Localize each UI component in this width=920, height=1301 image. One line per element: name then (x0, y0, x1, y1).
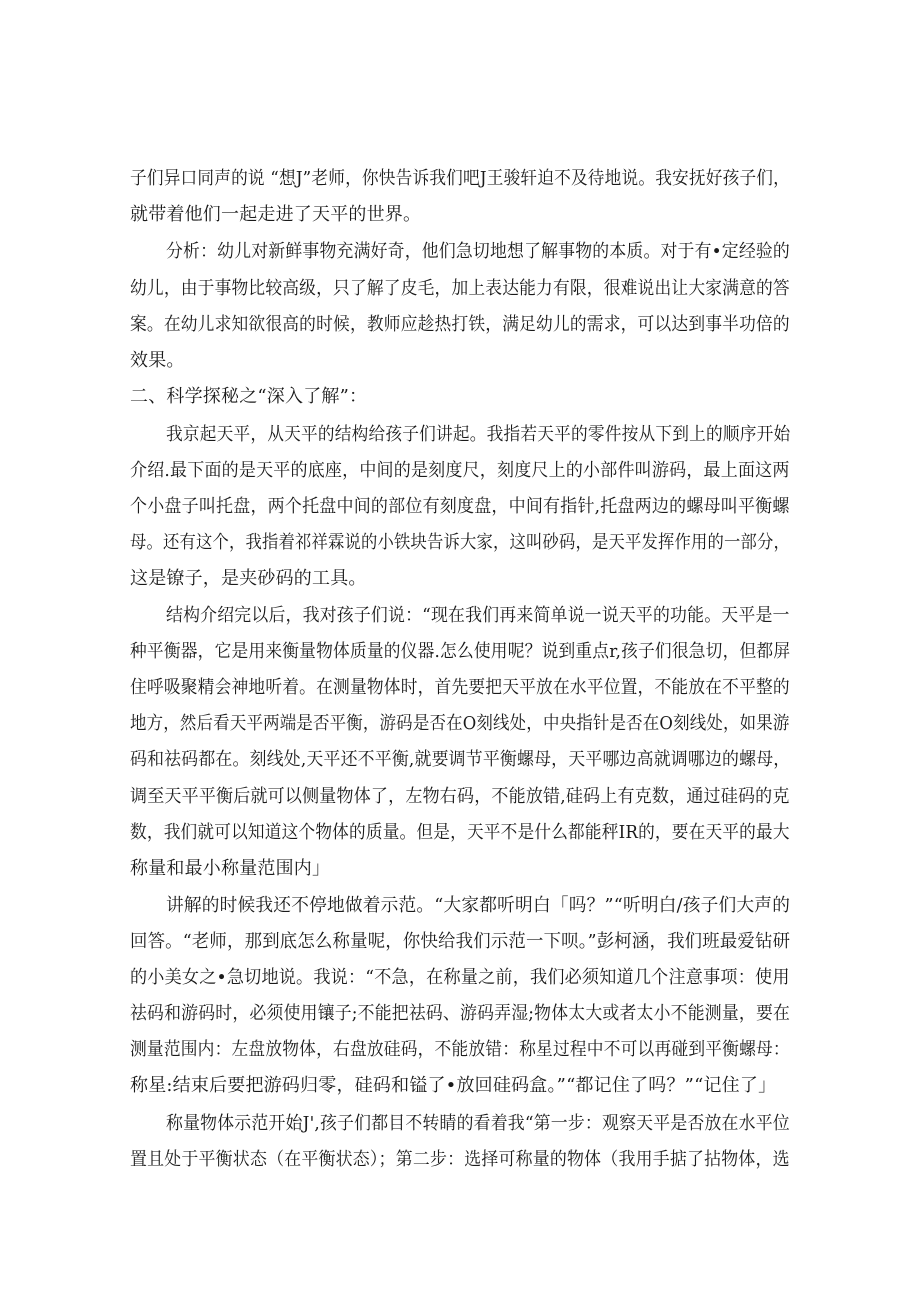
text-line: 效果。 (130, 350, 185, 371)
text-line: 这是镣子，是夹砂码的工具。 (130, 568, 367, 589)
text-line: 祛码和游码时，必须使用镶子;不能把祛码、游码弄湿;物体太大或者太小不能测量，要在 (130, 1003, 791, 1024)
text-line: 测量范围内：左盘放物体，右盘放硅码，不能放错：称星过程中不可以再碰到平衡螺母： (130, 1039, 790, 1060)
text-line: 住呼吸聚精会神地听着。在测量物体时，首先要把天平放在水平位置，不能放在不平整的 (130, 677, 790, 698)
text-line: 就带着他们一起走进了天平的世界。 (130, 204, 422, 225)
text-line: 分析：幼儿对新鲜事物充满好奇，他们急切地想了解事物的本质。对于有•定经验的 (166, 241, 790, 262)
text-line: 介绍.最下面的是天平的底座，中间的是刻度尺，刻度尺上的小部件叫游码，最上面这两 (130, 460, 790, 481)
text-line: 我京起天平，从天平的结构给孩子们讲起。我指若天平的零件按从下到上的顺序开始 (166, 424, 791, 445)
text-line: 母。还有这个，我指着祁祥霖说的小铁块告诉大家，这叫砂码，是天平发挥作用的一部分， (130, 532, 791, 553)
text-line: 子们异口同声的说 “想J”老师，你快告诉我们吧J王骏轩迫不及待地说。我安抚好孩子们， (130, 168, 790, 189)
text-line: 码和祛码都在。刻线处,天平还不平衡,就要调节平衡螺母，天平哪边高就调哪边的螺母， (130, 749, 791, 770)
text-line: 结构介绍完以后，我对孩子们说：“现在我们再来简单说一说天平的功能。天平是一 (166, 605, 790, 626)
text-line: 置且处于平衡状态（在平衡状态）；第二步：选择可称量的物体（我用手掂了拈物体，选 (130, 1149, 790, 1170)
text-line: 称量和最小称量范围内」 (130, 858, 331, 879)
text-line: 称量物体示范开始J',孩子们都目不转睛的看着我“第一步：观察天平是否放在水平位 (166, 1113, 790, 1134)
text-line: 幼儿，由于事物比较高级，只了解了皮毛，加上表达能力有限，很难说出让大家满意的答 (130, 278, 790, 299)
text-line: 讲解的时候我还不停地做着示范。“大家都听明白「吗？”“听明白/孩子们大声的 (166, 895, 791, 916)
text-line: 地方，然后看天平两端是否平衡，游码是否在O刻线处，中央指针是否在O刻线处，如果游 (130, 713, 790, 734)
text-line: 数，我们就可以知道这个物体的质量。但是，天平不是什么都能秤IR的，要在天平的最大 (130, 822, 790, 843)
section-heading: 二、科学探秘之“深入了解”： (130, 386, 368, 407)
text-line: 称星:结束后要把游码归零，硅码和镒了•放回硅码盒。”“都记住了吗？”“记住了」 (130, 1075, 777, 1096)
text-line: 的小美女之•急切地说。我说：“不急，在称量之前，我们必须知道几个注意事项：使用 (130, 967, 790, 988)
text-line: 种平衡器，它是用来衡量物体质量的仪器.怎么使用呢？说到重点r,孩子们很急切，但都屏 (130, 641, 791, 662)
text-line: 案。在幼儿求知欲很高的时候，教师应趁热打铁，满足幼儿的需求，可以达到事半功倍的 (130, 314, 790, 335)
text-line: 回答。“老师，那到底怎么称量呢，你快给我们示范一下呗。”彭柯涵，我们班最爱钻研 (130, 931, 791, 952)
text-line: 个小盘子叫托盘，两个托盘中间的部位有刻度盘，中间有指针,托盘两边的螺母叫平衡螺 (130, 496, 790, 517)
text-line: 调至天平平衡后就可以侧量物体了，左物右码，不能放错,硅码上有克数，通过硅码的克 (130, 786, 790, 807)
